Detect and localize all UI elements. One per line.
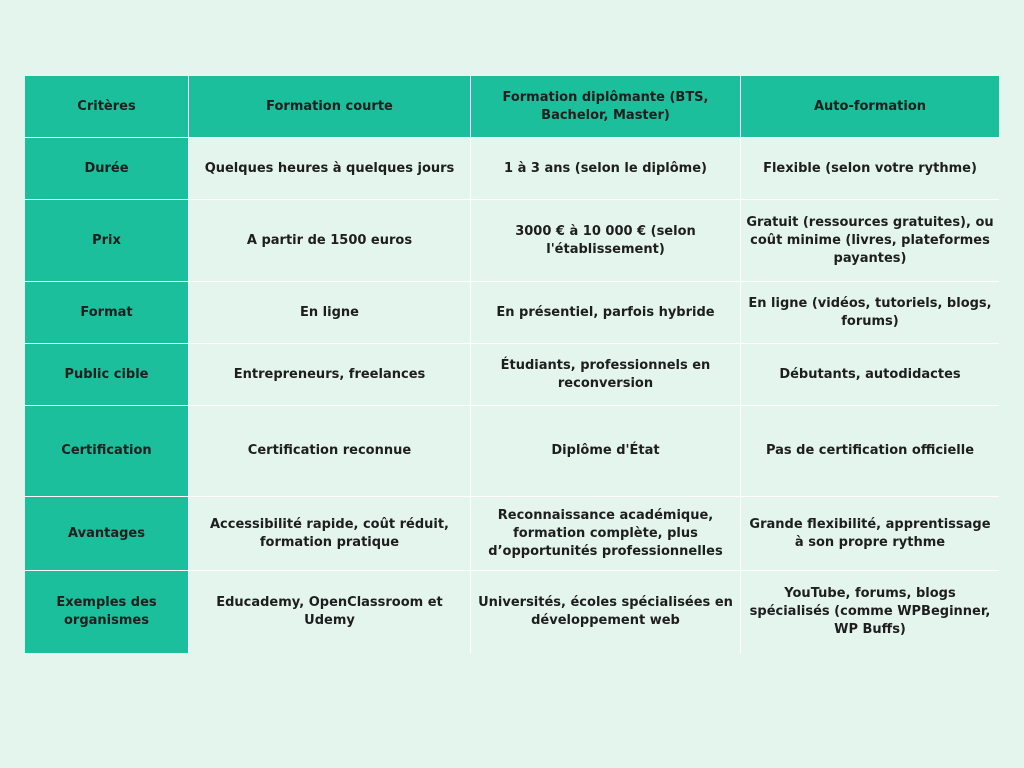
row-label-duree: Durée: [25, 138, 189, 200]
row-label-public-cible: Public cible: [25, 344, 189, 406]
cell-public-formation-courte: Entrepreneurs, freelances: [189, 344, 471, 406]
row-label-avantages: Avantages: [25, 497, 189, 571]
header-formation-diplomante: Formation diplômante (BTS, Bachelor, Master): [471, 76, 741, 138]
cell-avantages-auto-formation: Grande flexibilité, apprentissage à son propre rythme: [741, 497, 999, 571]
header-auto-formation: Auto-formation: [741, 76, 999, 138]
cell-public-auto-formation: Débutants, autodidactes: [741, 344, 999, 406]
row-label-format: Format: [25, 282, 189, 344]
cell-exemples-formation-courte: Educademy, OpenClassroom et Udemy: [189, 571, 471, 653]
cell-public-formation-diplomante: Étudiants, professionnels en reconversion: [471, 344, 741, 406]
cell-certification-auto-formation: Pas de certification officielle: [741, 406, 999, 497]
cell-format-formation-diplomante: En présentiel, parfois hybride: [471, 282, 741, 344]
cell-exemples-auto-formation: YouTube, forums, blogs spécialisés (comme WPBeginner, WP Buffs): [741, 571, 999, 653]
cell-duree-auto-formation: Flexible (selon votre rythme): [741, 138, 999, 200]
row-label-exemples: Exemples des organismes: [25, 571, 189, 653]
cell-duree-formation-courte: Quelques heures à quelques jours: [189, 138, 471, 200]
header-formation-courte: Formation courte: [189, 76, 471, 138]
header-criteres: Critères: [25, 76, 189, 138]
cell-format-formation-courte: En ligne: [189, 282, 471, 344]
cell-duree-formation-diplomante: 1 à 3 ans (selon le diplôme): [471, 138, 741, 200]
cell-avantages-formation-diplomante: Reconnaissance académique, formation complète, plus d’opportunités professionnelles: [471, 497, 741, 571]
comparison-table: [25, 76, 999, 653]
cell-format-auto-formation: En ligne (vidéos, tutoriels, blogs, forums): [741, 282, 999, 344]
cell-avantages-formation-courte: Accessibilité rapide, coût réduit, formation pratique: [189, 497, 471, 571]
cell-certification-formation-courte: Certification reconnue: [189, 406, 471, 497]
row-label-certification: Certification: [25, 406, 189, 497]
row-label-prix: Prix: [25, 200, 189, 282]
cell-exemples-formation-diplomante: Universités, écoles spécialisées en développement web: [471, 571, 741, 653]
cell-prix-auto-formation: Gratuit (ressources gratuites), ou coût minime (livres, plateformes payantes): [741, 200, 999, 282]
cell-prix-formation-courte: A partir de 1500 euros: [189, 200, 471, 282]
cell-prix-formation-diplomante: 3000 € à 10 000 € (selon l'établissement): [471, 200, 741, 282]
cell-certification-formation-diplomante: Diplôme d'État: [471, 406, 741, 497]
